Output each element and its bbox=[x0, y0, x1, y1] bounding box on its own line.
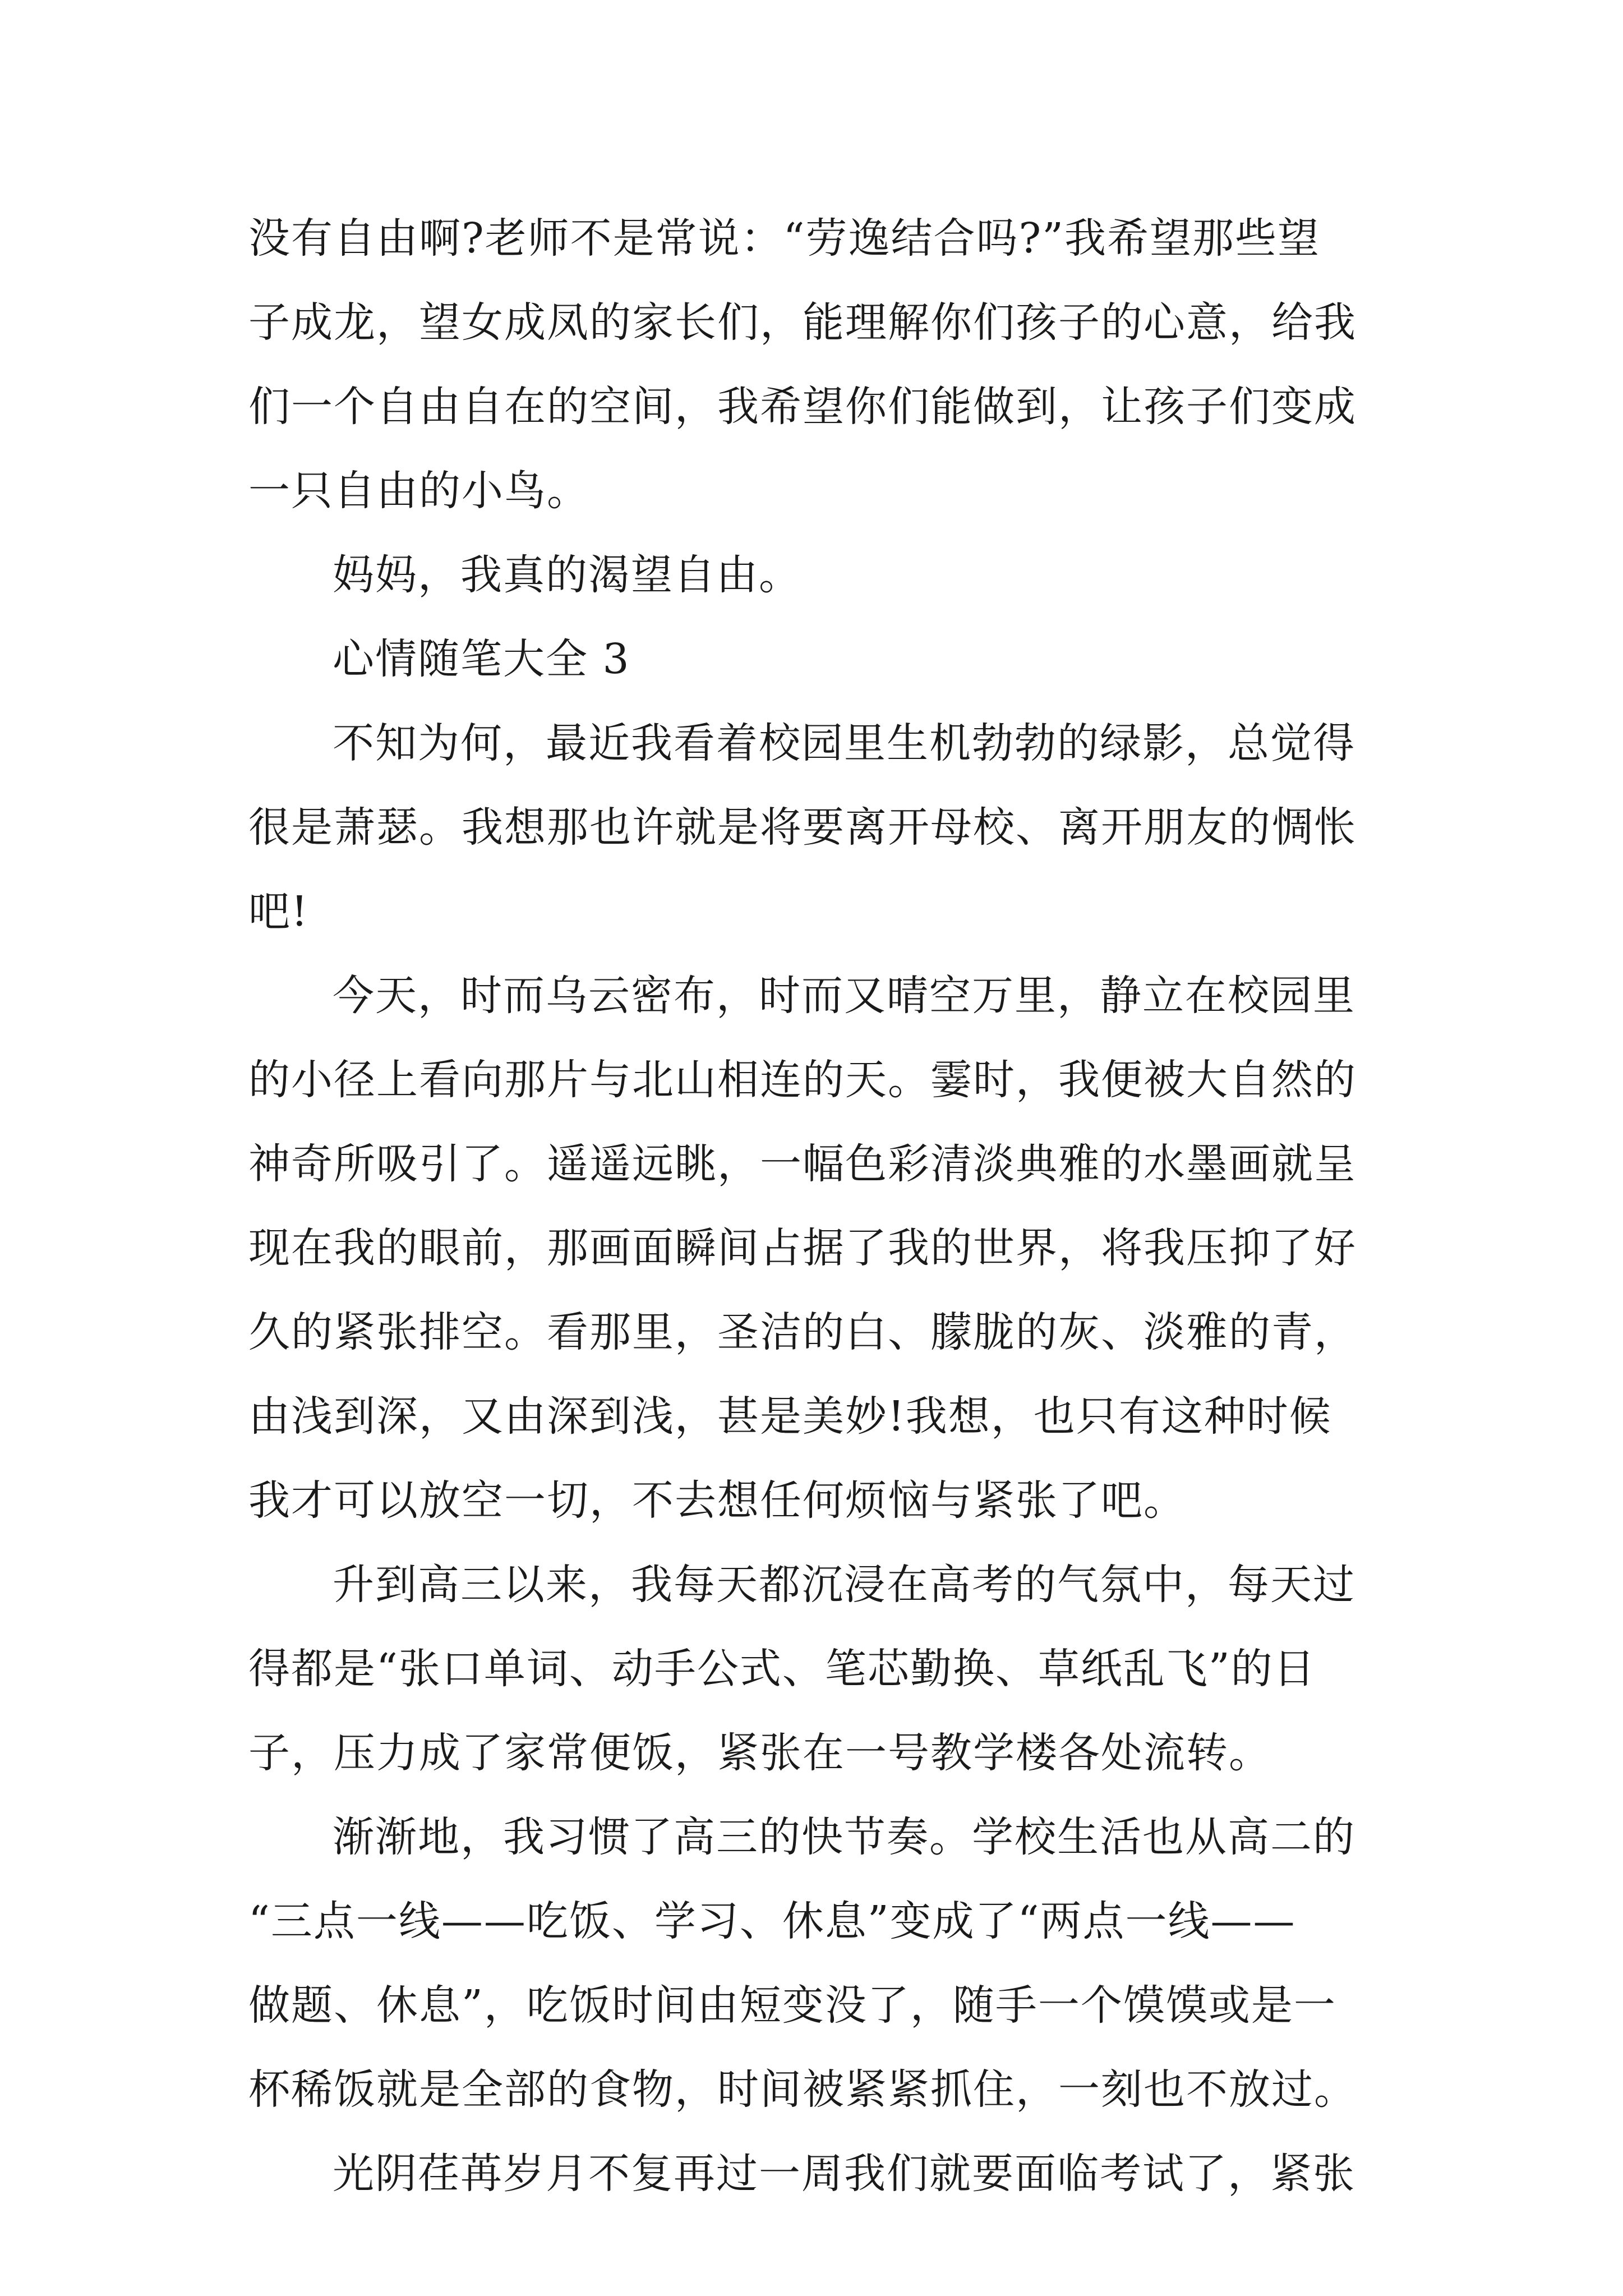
text-line: 杯稀饭就是全部的食物，时间被紧紧抓住，一刻也不放过。 bbox=[248, 2065, 1357, 2114]
text-line: 今天，时而乌云密布，时而又晴空万里，静立在校园里 bbox=[333, 972, 1355, 1020]
text-line: 妈妈，我真的渴望自由。 bbox=[333, 551, 801, 599]
text-line: 做题、休息”，吃饭时间由短变没了，随手一个馍馍或是一 bbox=[248, 1981, 1336, 2030]
section-heading: 心情随笔大全 3 bbox=[333, 635, 630, 683]
text-line: 得都是“张口单词、动手公式、笔芯勤换、草纸乱飞”的日 bbox=[248, 1645, 1316, 1693]
text-line: 不知为何，最近我看着校园里生机勃勃的绿影，总觉得 bbox=[333, 719, 1355, 767]
text-line: 渐渐地，我习惯了高三的快节奏。学校生活也从高二的 bbox=[333, 1813, 1355, 1861]
text-line: 升到高三以来，我每天都沉浸在高考的气氛中，每天过 bbox=[333, 1561, 1355, 1609]
text-line: 子，压力成了家常便饭，紧张在一号教学楼各处流转。 bbox=[248, 1729, 1271, 1777]
text-line: 现在我的眼前，那画面瞬间占据了我的世界，将我压抑了好 bbox=[248, 1224, 1357, 1272]
text-line: 没有自由啊?老师不是常说：“劳逸结合吗?”我希望那些望 bbox=[248, 214, 1321, 263]
text-line: 很是萧瑟。我想那也许就是将要离开母校、离开朋友的惆怅 bbox=[248, 803, 1357, 852]
text-line: 一只自由的小鸟。 bbox=[248, 467, 589, 515]
text-line: 我才可以放空一切，不去想任何烦恼与紧张了吧。 bbox=[248, 1476, 1186, 1525]
text-line: 子成龙，望女成凤的家长们，能理解你们孩子的心意，给我 bbox=[248, 298, 1357, 347]
text-line: “三点一线——吃饭、学习、休息”变成了“两点一线—— bbox=[248, 1897, 1296, 1945]
text-line: 吧! bbox=[248, 887, 309, 936]
text-line: 神奇所吸引了。遥遥远眺，一幅色彩清淡典雅的水墨画就呈 bbox=[248, 1140, 1357, 1188]
text-line: 的小径上看向那片与北山相连的天。霎时，我便被大自然的 bbox=[248, 1056, 1357, 1104]
text-line: 由浅到深，又由深到浅，甚是美妙!我想，也只有这种时候 bbox=[248, 1392, 1332, 1441]
text-line: 久的紧张排空。看那里，圣洁的白、朦胧的灰、淡雅的青， bbox=[248, 1308, 1357, 1356]
text-line: 光阴荏苒岁月不复再过一周我们就要面临考试了，紧张 bbox=[333, 2150, 1355, 2198]
text-line: 们一个自由自在的空间，我希望你们能做到，让孩子们变成 bbox=[248, 383, 1357, 431]
